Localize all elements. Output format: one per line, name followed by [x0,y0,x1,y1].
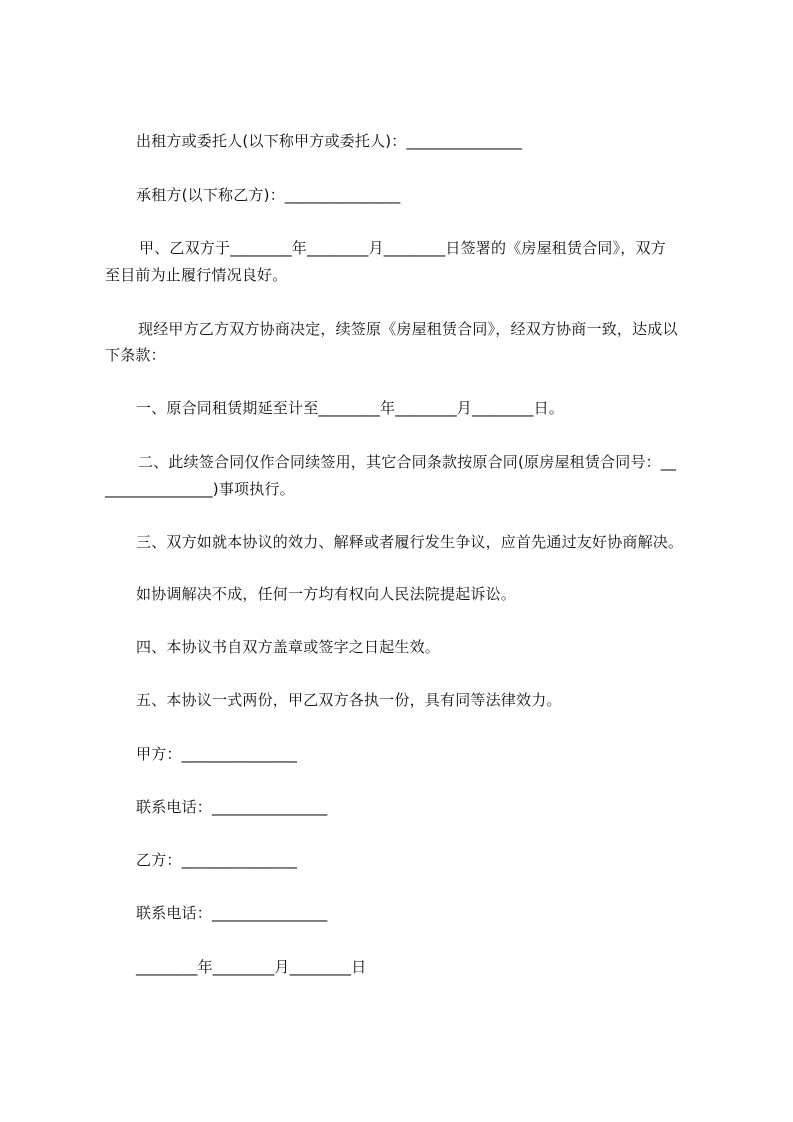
clause-5: 五、本协议一式两份，甲乙双方各执一份，具有同等法律效力。 [136,691,562,709]
clause-2-line-2: ______________)事项执行。 [105,480,295,498]
party-b-signature: 乙方：_______________ [136,851,298,869]
intro-line-1: 甲、乙双方于________年________月________日签署的《房屋租赁合同》，双方 [139,239,666,257]
clause-3-continued: 如协调解决不成，任何一方均有权向人民法院提起诉讼。 [136,585,517,603]
party-a-phone: 联系电话：_______________ [136,798,328,816]
clause-1: 一、原合同租赁期延至计至________年________月________日。 [136,399,565,417]
party-a-signature: 甲方：_______________ [136,745,298,763]
party-b-phone: 联系电话：_______________ [136,904,328,922]
signing-date: ________年________月________日 [136,958,367,976]
clause-2-line-1: 二、此续签合同仅作合同续签用，其它合同条款按原合同(原房屋租赁合同号：__ [138,453,677,471]
lessor-line: 出租方或委托人(以下称甲方或委托人)：_______________ [136,132,523,150]
clause-3: 三、双方如就本协议的效力、解释或者履行发生争议，应首先通过友好协商解决。 [136,533,684,551]
lessee-line: 承租方(以下称乙方)：_______________ [136,186,401,204]
intro-line-2: 至目前为止履行情况良好。 [105,266,288,284]
clause-4: 四、本协议书自双方盖章或签字之日起生效。 [136,638,441,656]
decision-line-1: 现经甲方乙方双方协商决定，续签原《房屋租赁合同》，经双方协商一致，达成以 [138,320,678,338]
decision-line-2: 下条款： [105,346,166,364]
